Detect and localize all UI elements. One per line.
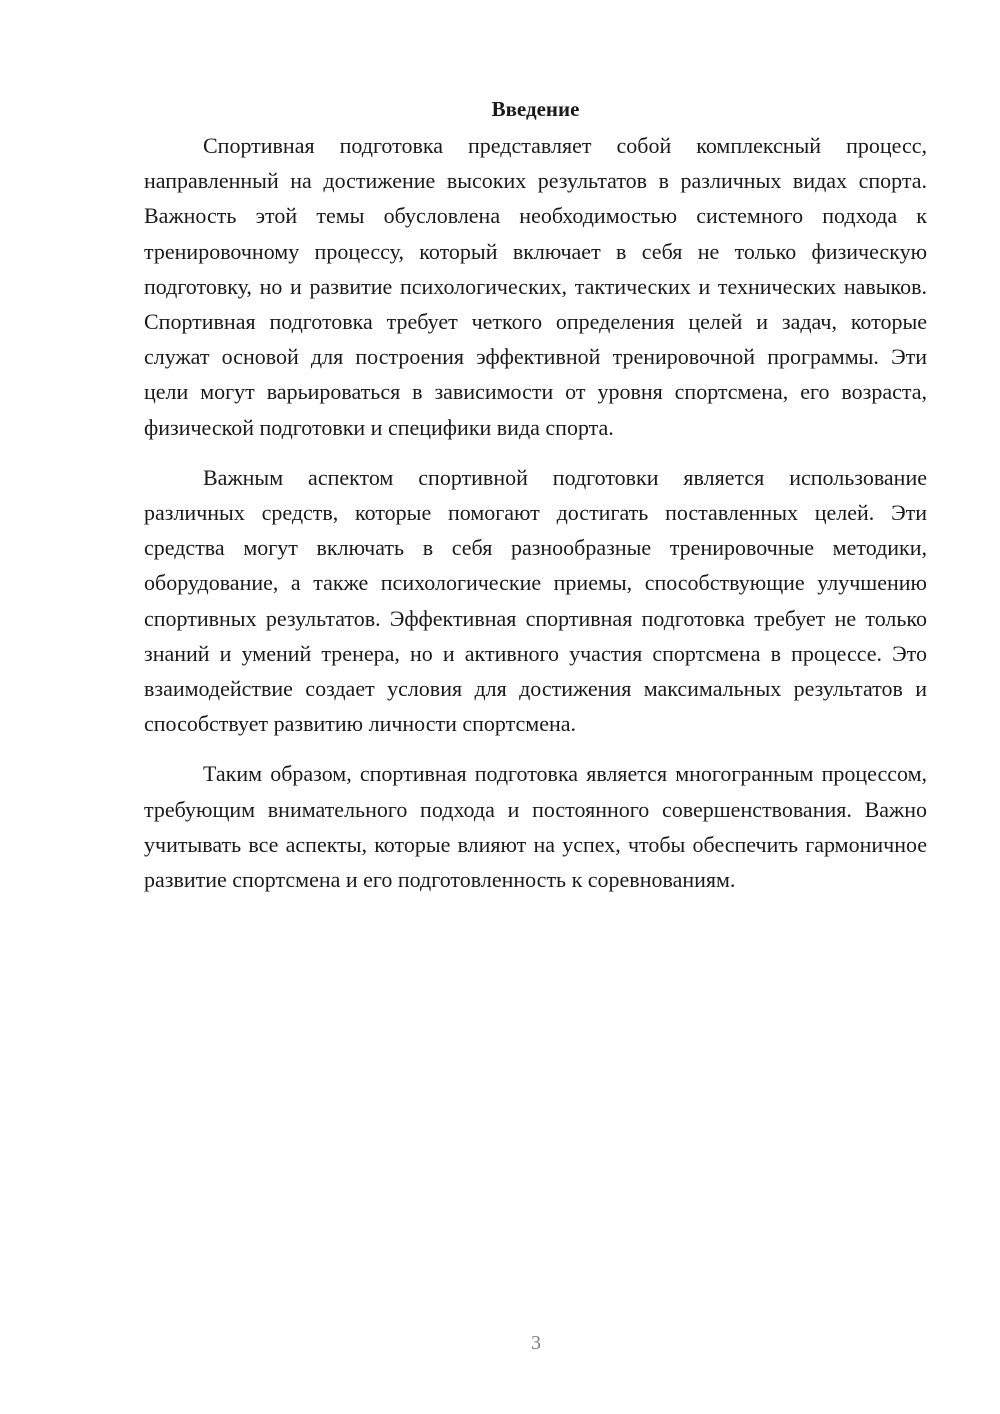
paragraph-3: Таким образом, спортивная подготовка является многогранным процессом, требующим внимательного подхода и постоянного совершенствования. Важно учитывать все аспекты, которые влияют на успех, чтобы обеспечить гармоничное развитие спортсмена и его подготовленность к соревнованиям. [144,761,927,893]
page-content [144,92,927,897]
paragraph-1: Спортивная подготовка представляет собой комплексный процесс, направленный на достижение высоких результатов в различных видах спорта. Важность этой темы обусловлена необходимостью системного подхода к тренировочному процессу, который включает в себя не только физическую подготовку, но и развитие психологических, тактических и технических навыков. Спортивная подготовка требует четкого определения целей и задач, которые служат основой для построения эффективной тренировочной программы. Эти цели могут варьироваться в зависимости от уровня спортсмена, его возраста, физической подготовки и специфики вида спорта. [144,133,927,440]
section-heading: Введение [491,97,580,121]
paragraph-2: Важным аспектом спортивной подготовки является использование различных средств, которые помогают достигать поставленных целей. Эти средства могут включать в себя разнообразные тренировочные методики, оборудование, а также психологические приемы, способствующие улучшению спортивных результатов. Эффективная спортивная подготовка требует не только знаний и умений тренера, но и активного участия спортсмена в процессе. Это взаимодействие создает условия для достижения максимальных результатов и способствует развитию личности спортсмена. [144,464,927,737]
page-number: 3 [531,1332,541,1354]
